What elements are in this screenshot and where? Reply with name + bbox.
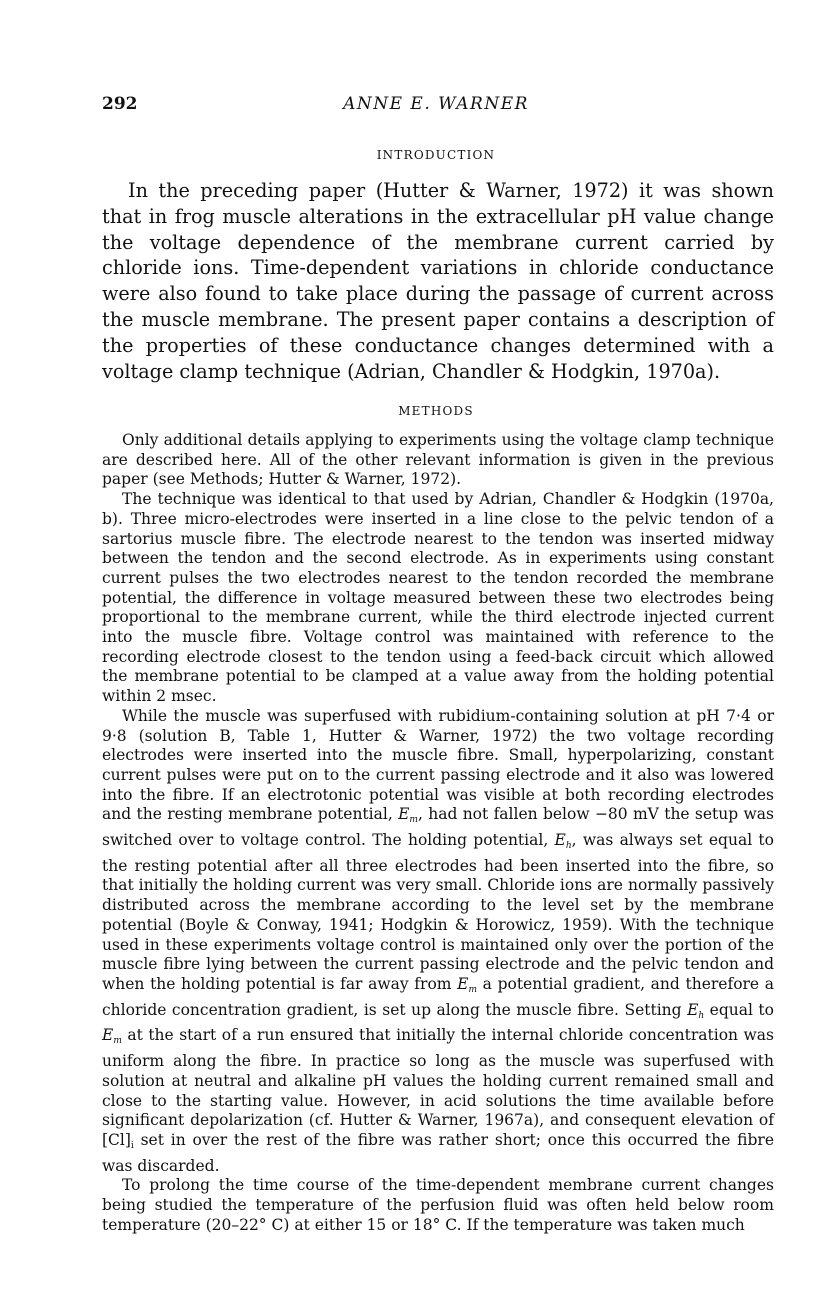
membrane-potential-symbol: $E_m$ — [398, 805, 418, 826]
chloride-internal-subscript: i — [130, 1140, 134, 1151]
holding-potential-symbol: $E_h$ — [554, 831, 572, 852]
methods-section — [102, 431, 774, 1235]
running-head-author: ANNE E. WARNER — [343, 94, 529, 114]
methods-paragraph-3 — [102, 707, 774, 1176]
text-run: a potential gradient, and therefore a chloride concentration gradient, is set up along the muscle fibre. Setting — [102, 974, 775, 1019]
introduction-heading: INTRODUCTION — [376, 148, 496, 162]
methods-heading: METHODS — [398, 404, 474, 418]
text-run: , was always set equal to the resting potential after all three electrodes had been inserted into the fibre, so that initially the holding current was very small. Chloride ions are normally passively distributed across the membrane according to the level set by the membrane potential (Boyle & Conway, 1941; Hodgkin & Horowicz, 1959). With the technique used in these experiments voltage control is maintained only over the portion of the muscle fibre lying between the current passing electrode and the pelvic tendon and when the holding potential is far away from — [102, 831, 774, 993]
page-number: 292 — [102, 94, 138, 114]
text-run: , had not fallen below −80 mV the setup was switched over to voltage control. The holding potential, — [102, 805, 774, 850]
methods-paragraph-1: Only additional details applying to experiments using the voltage clamp technique are described here. All of the other relevant information is given in the previous paper (see Methods; Hutter & Warner, 1972). — [102, 431, 774, 489]
text-run: equal to — [704, 1000, 774, 1019]
membrane-potential-symbol: $E_m$ — [457, 974, 478, 995]
running-head — [102, 94, 770, 116]
methods-paragraph-4: To prolong the time course of the time-dependent membrane current changes being studied the temperature of the perfusion fluid was often held below room temperature (20–22° C) at either 15 or 18° C. If the temperature was taken much — [102, 1176, 774, 1234]
holding-potential-symbol: $E_h$ — [687, 1000, 705, 1021]
methods-paragraph-2: The technique was identical to that used by Adrian, Chandler & Hodgkin (1970a, b). Three micro-electrodes were inserted in a line close to the pelvic tendon of a sartorius muscle fibre. The electrode nearest to the tendon was inserted midway between the tendon and the second electrode. As in experiments using constant current pulses the two electrodes nearest to the tendon recorded the membrane potential, the difference in voltage measured between these two electrodes being proportional to the membrane current, while the third electrode injected current into the muscle fibre. Voltage control was maintained with reference to the recording electrode closest to the tendon using a feed-back circuit which allowed the membrane potential to be clamped at a value away from the holding potential within 2 msec. — [102, 490, 774, 706]
text-run: set in over the rest of the fibre was rather short; once this occurred the fibre was discarded. — [102, 1130, 774, 1175]
text-run: While the muscle was superfused with rubidium-containing solution at pH 7·4 or 9·8 (solution B, Table 1, Hutter & Warner, 1972) the two voltage recording electrodes were inserted into the muscle fibre. Small, hyperpolarizing, constant current pulses were put on to the current passing electrode and it also was lowered into the fibre. If an electrotonic potential was visible at both recording electrodes and the resting membrane potential, — [102, 706, 774, 824]
text-run: at the start of a run ensured that initially the internal chloride concentration was uniform along the fibre. In practice so long as the muscle was superfused with solution at neutral and alkaline pH values the holding current remained small and close to the starting value. However, in acid solutions the time available before significant depolarization (cf. Hutter & Warner, 1967a), and consequent elevation of [Cl] — [102, 1026, 774, 1149]
introduction-paragraph: In the preceding paper (Hutter & Warner, 1972) it was shown that in frog muscle alterations in the extracellular pH value change the voltage dependence of the membrane current carried by chloride ions. Time-dependent variations in chloride conductance were also found to take place during the passage of current across the muscle membrane. The present paper contains a description of the properties of these conductance changes determined with a voltage clamp technique (Adrian, Chandler & Hodgkin, 1970a). — [102, 179, 774, 383]
membrane-potential-symbol: $E_m$ — [102, 1026, 122, 1047]
